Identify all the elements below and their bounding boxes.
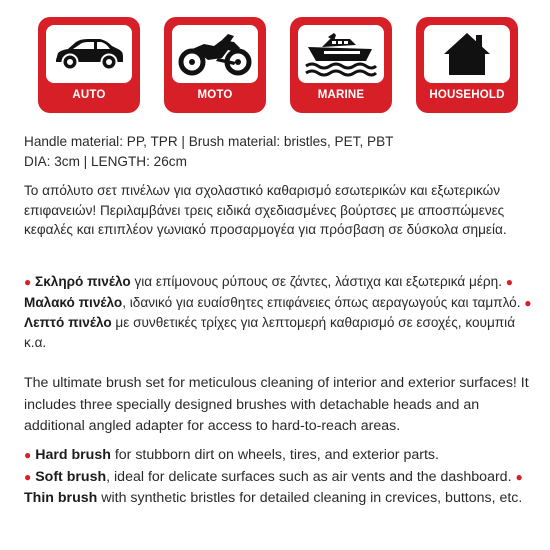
english-thin-brush-name: Thin brush <box>24 490 98 506</box>
bullet-icon: ● <box>24 275 32 289</box>
greek-features <box>24 272 536 352</box>
bullet-icon: ● <box>515 469 523 484</box>
car-icon <box>52 34 126 74</box>
category-icons <box>38 17 518 115</box>
category-label-auto: AUTO <box>72 89 106 101</box>
greek-intro <box>24 181 536 240</box>
specs-materials: Handle material: PP, TPR | Brush material: bristles, PET, PBT <box>24 134 394 149</box>
category-card-household <box>416 17 518 113</box>
english-soft-brush-name: Soft brush <box>35 468 107 485</box>
greek-intro-text: Το απόλυτο σετ πινέλων για σχολαστικό καθαρισμό εσωτερικών και εξωτερικών επιφανειών! Περιλαμβάνει τρεις ειδικά σχεδιασμένες βούρτσες με αποσπώμενες κεφαλές και επιπλέον γωνιακό προσαρμογέα για πρόσβαση σε δύσκολα σημεία. <box>24 183 507 237</box>
greek-soft-brush-name: Μαλακό πινέλο <box>24 294 123 310</box>
greek-soft-brush-text: , ιδανικό για ευαίσθητες επιφάνειες όπως αεραγωγούς και ταμπλό. <box>122 294 525 310</box>
bullet-icon: ● <box>24 448 32 462</box>
english-hard-brush-text: for stubborn dirt on wheels, tires, and exterior parts. <box>110 447 439 463</box>
category-label-moto: MOTO <box>197 89 233 101</box>
specs-block <box>24 132 536 171</box>
bullet-icon: ● <box>505 275 514 289</box>
category-label-household: HOUSEHOLD <box>429 89 505 101</box>
english-soft-brush-text: , ideal for delicate surfaces such as air vents and the dashboard. <box>106 468 516 485</box>
greek-thin-brush-name: Λεπτό πινέλο <box>24 315 112 330</box>
greek-hard-brush-text: για επίμονους ρύπους σε ζάντες, λάστιχα και εξωτερικά μέρη. <box>130 274 506 289</box>
english-intro <box>24 373 536 438</box>
greek-hard-brush-name: Σκληρό πινέλο <box>35 274 131 289</box>
category-card-auto <box>38 17 140 113</box>
english-thin-brush-text: with synthetic bristles for detailed cleaning in crevices, buttons, etc. <box>97 490 523 506</box>
boat-icon <box>304 31 378 77</box>
bullet-icon: ● <box>24 469 32 484</box>
category-card-moto <box>164 17 266 113</box>
specs-dimensions: DIA: 3cm | LENGTH: 26cm <box>24 153 187 169</box>
english-hard-brush-name: Hard brush <box>35 447 111 463</box>
english-features <box>24 445 536 510</box>
greek-thin-brush-text: με συνθετικές τρίχες για λεπτομερή καθαρισμό σε εσοχές, κουμπιά κ.α. <box>24 315 516 350</box>
bullet-icon: ● <box>524 295 532 310</box>
motorcycle-icon <box>178 32 252 76</box>
category-card-marine <box>290 17 392 113</box>
category-label-marine: MARINE <box>317 89 365 101</box>
house-icon <box>442 31 492 77</box>
english-intro-text: The ultimate brush set for meticulous cleaning of interior and exterior surfaces! It includes three specially designed brushes with detachable heads and an additional angled adapter for access to hard-to-reach areas. <box>24 375 529 434</box>
